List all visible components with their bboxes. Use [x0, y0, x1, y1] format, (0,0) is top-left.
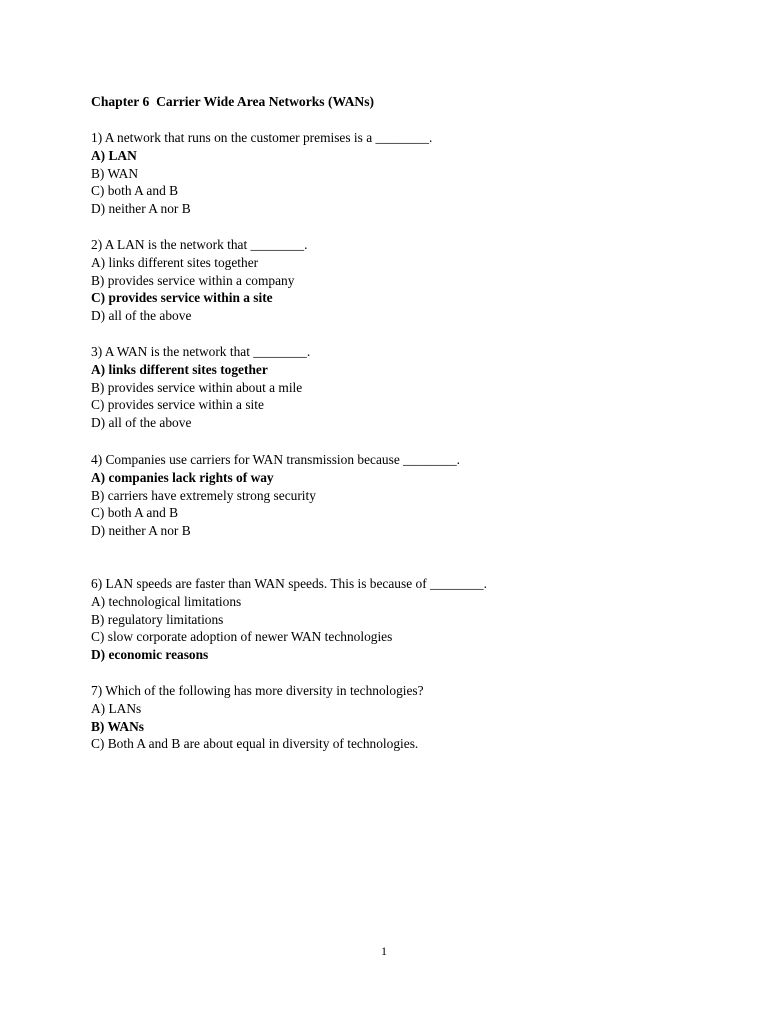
- question-4: [91, 451, 460, 540]
- answer-option: C) both A and B: [91, 183, 179, 199]
- answer-option: D) neither A nor B: [91, 523, 191, 539]
- question-3: [91, 343, 310, 432]
- answer-option: C) provides service within a site: [91, 397, 264, 413]
- answer-option: D) all of the above: [91, 415, 192, 431]
- question-2: [91, 236, 307, 325]
- answer-option-correct: C) provides service within a site: [91, 290, 273, 306]
- question-prompt: 7) Which of the following has more diversity in technologies?: [91, 683, 424, 698]
- answer-option-correct: A) links different sites together: [91, 361, 268, 377]
- answer-option: C) slow corporate adoption of newer WAN technologies: [91, 629, 393, 645]
- answer-option: D) neither A nor B: [91, 201, 191, 217]
- answer-option: B) provides service within about a mile: [91, 379, 303, 395]
- answer-option: B) provides service within a company: [91, 272, 295, 288]
- answer-option: A) links different sites together: [91, 254, 259, 270]
- answer-option: B) carriers have extremely strong security: [91, 487, 316, 503]
- question-prompt: 1) A network that runs on the customer premises is a ________.: [91, 130, 433, 145]
- answer-option: A) technological limitations: [91, 593, 242, 609]
- question-prompt: 3) A WAN is the network that ________.: [91, 344, 311, 359]
- answer-option: C) Both A and B are about equal in diversity of technologies.: [91, 736, 419, 752]
- answer-option-correct: A) LAN: [91, 147, 137, 163]
- page-number: 1: [381, 944, 387, 958]
- chapter-title: Chapter 6 Carrier Wide Area Networks (WANs): [91, 94, 375, 109]
- question-prompt: 4) Companies use carriers for WAN transmission because ________.: [91, 452, 461, 467]
- answer-option: D) all of the above: [91, 308, 192, 324]
- answer-option-correct: B) WANs: [91, 718, 144, 734]
- answer-option: B) WAN: [91, 165, 138, 181]
- answer-option: C) both A and B: [91, 505, 179, 521]
- question-7: [91, 682, 424, 753]
- answer-option: B) regulatory limitations: [91, 611, 224, 627]
- answer-option-correct: A) companies lack rights of way: [91, 469, 274, 485]
- question-prompt: 2) A LAN is the network that ________.: [91, 237, 308, 252]
- answer-option-correct: D) economic reasons: [91, 647, 209, 663]
- question-prompt: 6) LAN speeds are faster than WAN speeds. This is because of ________.: [91, 576, 487, 591]
- answer-option: A) LANs: [91, 700, 142, 716]
- question-6: [91, 575, 487, 664]
- question-1: [91, 129, 432, 218]
